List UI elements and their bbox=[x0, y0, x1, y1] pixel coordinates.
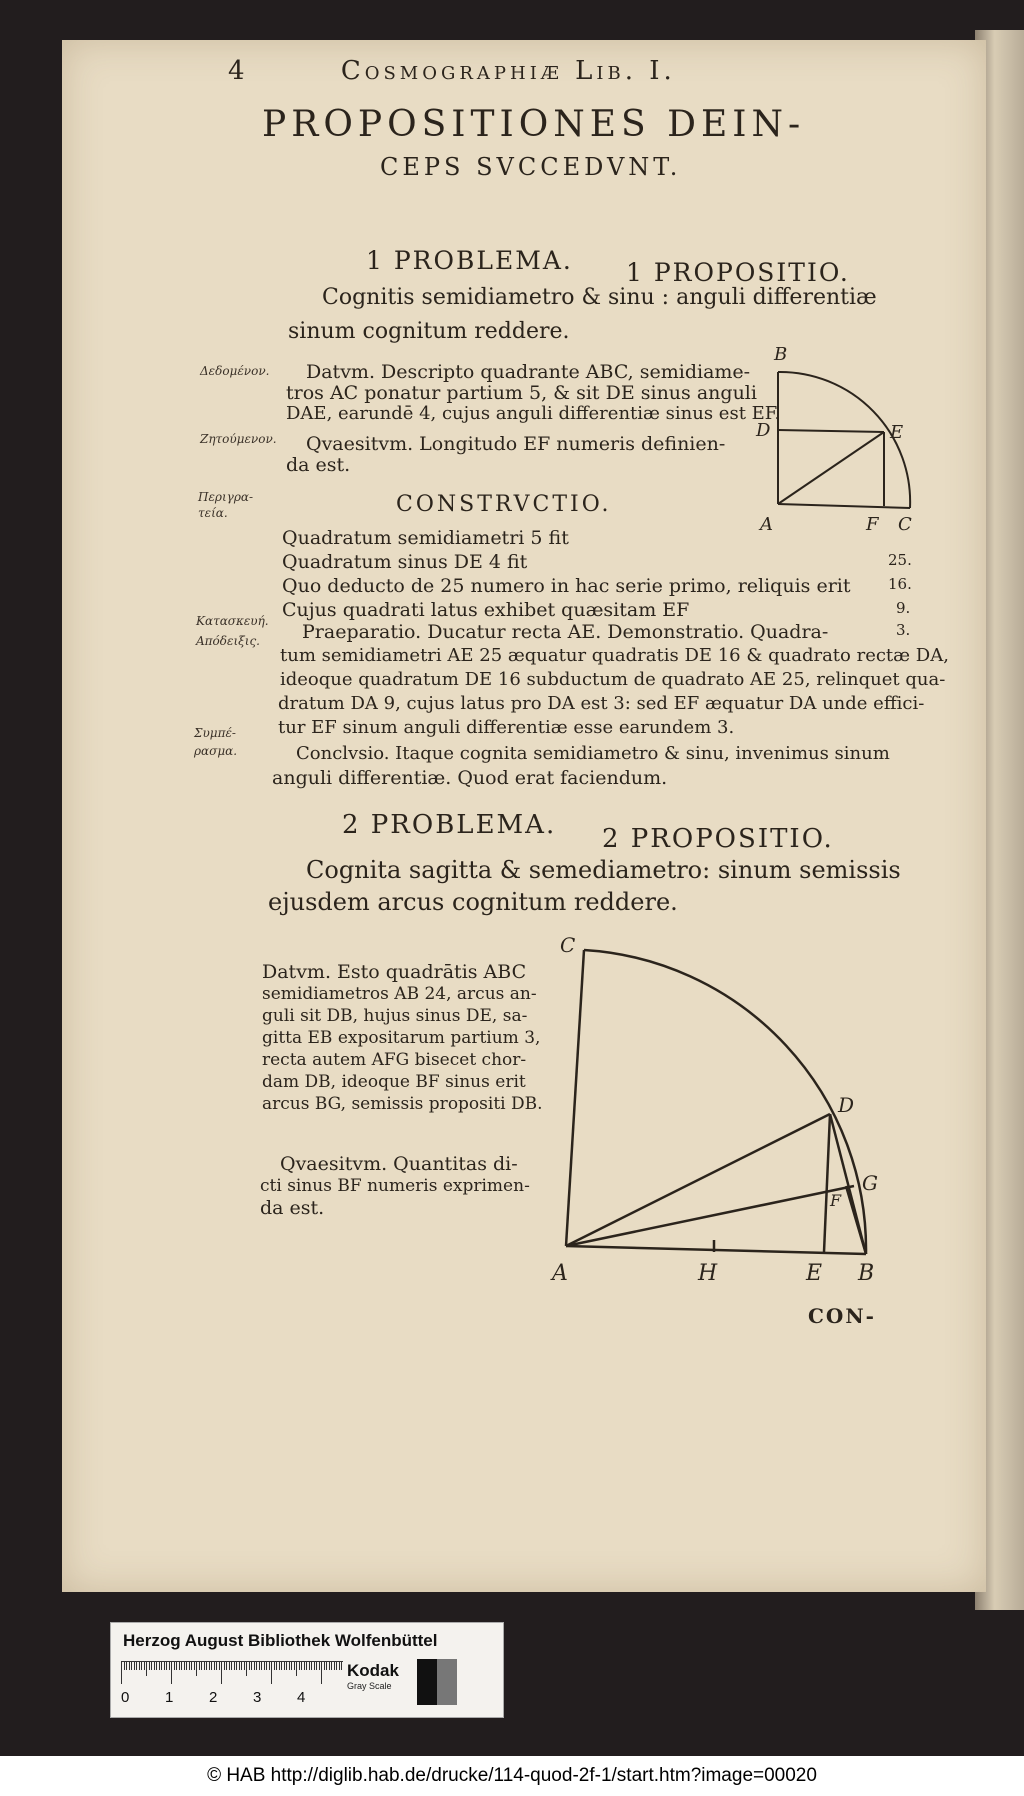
problem2-statement-line1: Cognita sagitta & semediametro: sinum semissis bbox=[306, 856, 901, 884]
problem2-datum-line: dam DB, ideoque BF sinus erit bbox=[262, 1072, 526, 1092]
ruler-tick bbox=[189, 1662, 190, 1670]
ruler-tick bbox=[129, 1662, 130, 1670]
problem2-datum-line: gitta EB expositarum partium 3, bbox=[262, 1028, 541, 1048]
ruler-tick bbox=[141, 1662, 142, 1670]
ruler-tick bbox=[144, 1662, 145, 1670]
ruler-tick bbox=[149, 1662, 150, 1670]
ruler-tick bbox=[209, 1662, 210, 1670]
construction-line: Cujus quadrati latus exhibet quæsitam EF bbox=[282, 599, 690, 621]
ruler-tick bbox=[334, 1662, 335, 1670]
ruler-tick bbox=[319, 1662, 320, 1670]
problem1-label: 1 PROBLEMA. bbox=[366, 246, 573, 275]
margin-note-construction-2: τεία. bbox=[198, 506, 228, 520]
label-a: A bbox=[760, 514, 773, 535]
line-afg bbox=[566, 1186, 854, 1246]
ruler-tick bbox=[194, 1662, 195, 1670]
ruler-tick bbox=[176, 1662, 177, 1670]
ruler-tick bbox=[231, 1662, 232, 1670]
ruler-tick bbox=[134, 1662, 135, 1670]
ruler-number: 3 bbox=[253, 1689, 262, 1706]
gray-swatch-gray bbox=[437, 1659, 457, 1705]
ruler-tick bbox=[151, 1662, 152, 1670]
ruler-tick bbox=[331, 1662, 332, 1670]
ruler-tick bbox=[286, 1662, 287, 1670]
ruler-tick bbox=[261, 1662, 262, 1670]
scale-ruler bbox=[121, 1661, 343, 1686]
ruler-tick bbox=[184, 1662, 185, 1670]
conclusion-line: anguli differentiæ. Quod erat faciendum. bbox=[272, 767, 668, 789]
ruler-number: 1 bbox=[165, 1689, 174, 1706]
ruler-tick bbox=[339, 1662, 340, 1670]
ruler-tick bbox=[244, 1662, 245, 1670]
ruler-tick bbox=[326, 1662, 327, 1670]
problem1-datum-line: DAE, earundē 4, cujus anguli differentiæ sinus est EF. bbox=[286, 403, 781, 424]
figure-quadrant-abc bbox=[748, 340, 928, 540]
ruler-tick bbox=[316, 1662, 317, 1670]
label-c-2: C bbox=[560, 936, 576, 957]
line-ae bbox=[778, 432, 884, 504]
ruler-tick bbox=[214, 1662, 215, 1670]
ruler-tick bbox=[164, 1662, 165, 1670]
ruler-number: 4 bbox=[297, 1689, 306, 1706]
margin-note-symperasma-2: ρασμα. bbox=[194, 744, 238, 758]
ruler-tick bbox=[199, 1662, 200, 1670]
ruler-tick bbox=[131, 1662, 132, 1670]
problem2-datum-line: arcus BG, semissis propositi DB. bbox=[262, 1094, 543, 1114]
ruler-tick bbox=[206, 1662, 207, 1670]
problem1-datum-line: Datvm. Descripto quadrante ABC, semidiame- bbox=[306, 361, 751, 383]
ruler-tick bbox=[179, 1662, 180, 1670]
ruler-tick bbox=[251, 1662, 252, 1670]
problem2-datum-line: semidiametros AB 24, arcus an- bbox=[262, 984, 537, 1004]
problem2-quaesitum-line: da est. bbox=[260, 1197, 325, 1219]
ruler-tick bbox=[276, 1662, 277, 1670]
ruler-tick bbox=[324, 1662, 325, 1670]
ruler-tick bbox=[174, 1662, 175, 1670]
label-f-2: F bbox=[830, 1191, 842, 1210]
demonstration-line: Praeparatio. Ducatur recta AE. Demonstratio. Quadra- bbox=[302, 621, 829, 643]
ruler-tick bbox=[139, 1662, 140, 1670]
margin-note-datum: Δεδομένον. bbox=[200, 364, 270, 378]
label-f: F bbox=[866, 514, 879, 535]
ruler-tick bbox=[309, 1662, 310, 1670]
problem2-datum-line: guli sit DB, hujus sinus DE, sa- bbox=[262, 1006, 528, 1026]
ruler-tick bbox=[154, 1662, 155, 1670]
gray-swatch-black bbox=[417, 1659, 437, 1705]
library-color-card bbox=[110, 1622, 504, 1718]
label-h-2: H bbox=[698, 1261, 718, 1286]
ruler-tick bbox=[171, 1662, 172, 1684]
demonstration-line: dratum DA 9, cujus latus pro DA est 3: sed EF æquatur DA unde effici- bbox=[278, 693, 925, 714]
ruler-tick bbox=[341, 1662, 342, 1670]
ruler-tick bbox=[314, 1662, 315, 1670]
ruler-tick bbox=[191, 1662, 192, 1670]
problem1-statement-line2: sinum cognitum reddere. bbox=[288, 319, 570, 344]
radius-ac-2 bbox=[566, 950, 584, 1246]
label-a-2: A bbox=[552, 1261, 568, 1286]
ruler-tick bbox=[159, 1662, 160, 1670]
demonstration-line: tum semidiametri AE 25 æquatur quadratis DE 16 & quadrato rectæ DA, bbox=[280, 645, 949, 666]
ruler-tick bbox=[249, 1662, 250, 1670]
problem2-statement-line2: ejusdem arcus cognitum reddere. bbox=[268, 888, 678, 916]
ruler-tick bbox=[201, 1662, 202, 1670]
ruler-tick bbox=[166, 1662, 167, 1670]
ruler-tick bbox=[296, 1662, 297, 1676]
card-title: Herzog August Bibliothek Wolfenbüttel bbox=[123, 1631, 438, 1650]
ruler-tick bbox=[226, 1662, 227, 1670]
ruler-tick bbox=[329, 1662, 330, 1670]
ruler-tick bbox=[156, 1662, 157, 1670]
demonstration-line: tur EF sinum anguli differentiæ esse earundem 3. bbox=[278, 717, 735, 738]
running-title: Cosmographiæ Lib. I. bbox=[340, 56, 676, 86]
label-e: E bbox=[890, 422, 904, 443]
label-d: D bbox=[756, 420, 771, 441]
quadrant-arc-2 bbox=[584, 950, 866, 1254]
ruler-tick bbox=[291, 1662, 292, 1670]
ruler-tick bbox=[271, 1662, 272, 1684]
ruler-tick bbox=[311, 1662, 312, 1670]
ruler-number: 0 bbox=[121, 1689, 130, 1706]
ruler-tick bbox=[266, 1662, 267, 1670]
ruler-tick bbox=[186, 1662, 187, 1670]
line-de-2 bbox=[824, 1114, 830, 1252]
label-b: B bbox=[774, 344, 788, 365]
label-g-2: G bbox=[862, 1171, 878, 1195]
radius-ac bbox=[778, 504, 910, 508]
problem2-quaesitum-line: cti sinus BF numeris exprimen- bbox=[260, 1176, 530, 1196]
ruler-tick bbox=[301, 1662, 302, 1670]
ruler-tick bbox=[161, 1662, 162, 1670]
ruler-tick bbox=[124, 1662, 125, 1670]
problem1-quaesitum-line: da est. bbox=[286, 454, 351, 476]
line-ad bbox=[566, 1114, 830, 1246]
ruler-tick bbox=[264, 1662, 265, 1670]
label-e-2: E bbox=[806, 1261, 823, 1286]
figure-quadrant-abc-2 bbox=[548, 936, 898, 1296]
construction-line: Quadratum sinus DE 4 fit bbox=[282, 551, 528, 573]
problem1-statement-line1: Cognitis semidiametro & sinu : anguli differentiæ bbox=[322, 285, 877, 310]
ruler-tick bbox=[211, 1662, 212, 1670]
ruler-tick bbox=[256, 1662, 257, 1670]
running-header bbox=[228, 56, 676, 86]
label-b-2: B bbox=[858, 1261, 875, 1286]
ruler-tick bbox=[274, 1662, 275, 1670]
ruler-tick bbox=[229, 1662, 230, 1670]
problem2-datum-line: Datvm. Esto quadrātis ABC bbox=[262, 961, 527, 983]
ruler-tick bbox=[219, 1662, 220, 1670]
ruler-tick bbox=[279, 1662, 280, 1670]
ruler-tick bbox=[181, 1662, 182, 1670]
catchword: CON- bbox=[808, 1304, 876, 1328]
line-de bbox=[778, 430, 884, 432]
ruler-tick bbox=[269, 1662, 270, 1670]
ruler-tick bbox=[121, 1662, 122, 1684]
construction-value: 9. bbox=[896, 599, 911, 617]
construction-line: Quo deducto de 25 numero in hac serie primo, reliquis erit bbox=[282, 575, 851, 597]
page-number: 4 bbox=[228, 56, 249, 86]
construction-value: 16. bbox=[888, 575, 912, 593]
ruler-tick bbox=[234, 1662, 235, 1670]
construction-line: Quadratum semidiametri 5 fit bbox=[282, 527, 569, 549]
ruler-tick bbox=[294, 1662, 295, 1670]
ruler-tick bbox=[336, 1662, 337, 1670]
margin-note-kataskeue: Κατασκευή. bbox=[196, 614, 269, 628]
copyright-footer: © HAB http://diglib.hab.de/drucke/114-quod-2f-1/start.htm?image=00020 bbox=[0, 1756, 1024, 1796]
label-c: C bbox=[898, 514, 912, 535]
ruler-tick bbox=[246, 1662, 247, 1676]
construction-heading: CONSTRVCTIO. bbox=[396, 492, 612, 517]
ruler-tick bbox=[136, 1662, 137, 1670]
ruler-tick bbox=[236, 1662, 237, 1670]
ruler-number: 2 bbox=[209, 1689, 218, 1706]
ruler-tick bbox=[216, 1662, 217, 1670]
problem2-label: 2 PROBLEMA. bbox=[342, 810, 557, 840]
line-fb bbox=[846, 1186, 866, 1254]
construction-value: 25. bbox=[888, 551, 912, 569]
construction-value: 3. bbox=[896, 621, 911, 639]
proposition1-label: 1 PROPOSITIO. bbox=[626, 258, 850, 287]
label-d-2: D bbox=[838, 1093, 855, 1117]
margin-note-quaesitum: Ζητούμενον. bbox=[200, 432, 277, 446]
ruler-tick bbox=[126, 1662, 127, 1670]
main-title-line2: CEPS SVCCEDVNT. bbox=[380, 153, 682, 181]
problem2-datum-line: recta autem AFG bisecet chor- bbox=[262, 1050, 527, 1070]
ruler-tick bbox=[221, 1662, 222, 1684]
conclusion-line: Conclvsio. Itaque cognita semidiametro & sinu, invenimus sinum bbox=[296, 743, 890, 764]
ruler-tick bbox=[284, 1662, 285, 1670]
ruler-tick bbox=[299, 1662, 300, 1670]
ruler-tick bbox=[254, 1662, 255, 1670]
margin-note-symperasma-1: Συμπέ- bbox=[194, 726, 236, 740]
kodak-brand: Kodak bbox=[347, 1661, 399, 1680]
margin-note-construction-1: Περιγρα- bbox=[198, 490, 254, 504]
radius-ab-2 bbox=[566, 1246, 866, 1254]
ruler-tick bbox=[146, 1662, 147, 1676]
ruler-tick bbox=[289, 1662, 290, 1670]
problem1-quaesitum-line: Qvaesitvm. Longitudo EF numeris definien- bbox=[306, 433, 726, 455]
ruler-tick bbox=[281, 1662, 282, 1670]
ruler-tick bbox=[204, 1662, 205, 1670]
gray-scale-label: Gray Scale bbox=[347, 1681, 392, 1691]
ruler-tick bbox=[224, 1662, 225, 1670]
problem2-quaesitum-line: Qvaesitvm. Quantitas di- bbox=[280, 1153, 518, 1175]
proposition2-label: 2 PROPOSITIO. bbox=[602, 824, 834, 854]
ruler-tick bbox=[259, 1662, 260, 1670]
ruler-tick bbox=[306, 1662, 307, 1670]
problem1-datum-line: tros AC ponatur partium 5, & sit DE sinus anguli bbox=[286, 382, 757, 404]
ruler-tick bbox=[304, 1662, 305, 1670]
main-title-line1: PROPOSITIONES DEIN- bbox=[262, 104, 806, 145]
ruler-tick bbox=[169, 1662, 170, 1670]
ruler-tick bbox=[196, 1662, 197, 1676]
demonstration-line: ideoque quadratum DE 16 subductum de quadrato AE 25, relinquet qua- bbox=[280, 669, 946, 690]
ruler-tick bbox=[321, 1662, 322, 1684]
margin-note-apodeixis: Απόδειξις. bbox=[196, 634, 260, 648]
ruler-tick bbox=[241, 1662, 242, 1670]
ruler-tick bbox=[239, 1662, 240, 1670]
